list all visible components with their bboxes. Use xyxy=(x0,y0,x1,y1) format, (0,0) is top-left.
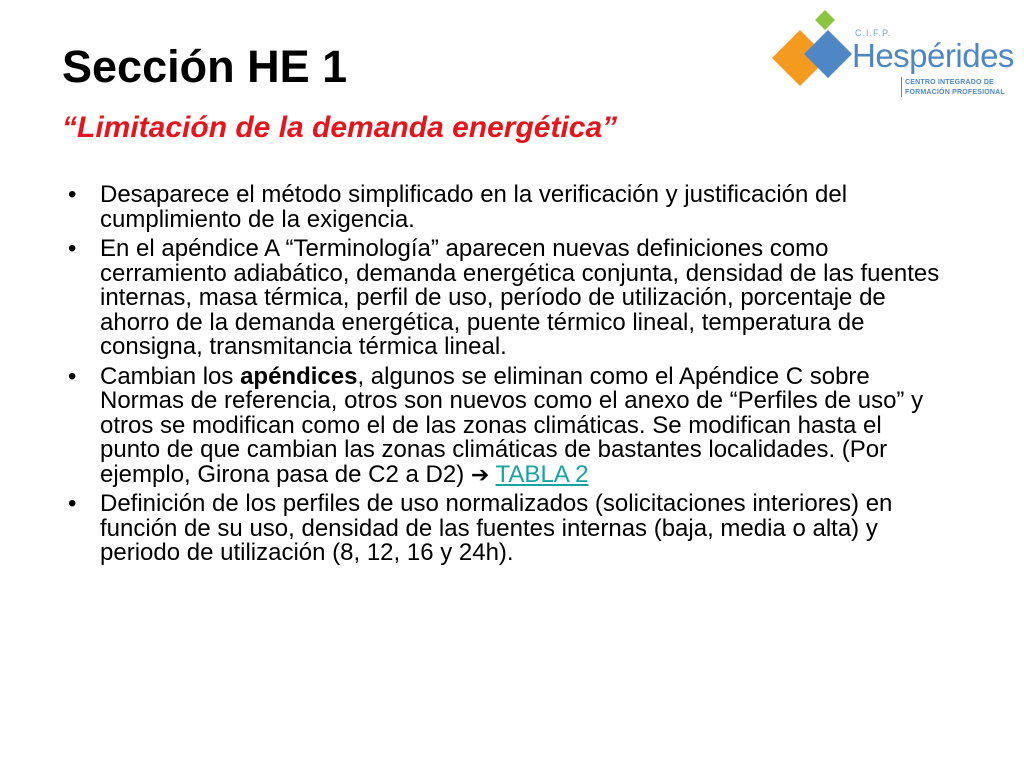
logo-cifp: C.I.F.P. xyxy=(855,28,892,38)
bullet-text-bold: apéndices xyxy=(240,362,358,390)
logo-divider xyxy=(901,77,902,97)
bullet-marker: • xyxy=(68,362,77,390)
bullet-item xyxy=(68,492,948,566)
bullet-marker: • xyxy=(68,181,77,208)
slide-subtitle: “Limitación de la demanda energética” xyxy=(62,111,618,144)
bullet-text-post: , algunos se eliminan como el Apéndice C sobre Normas de referencia, otros son nuevos como el anexo de “Perfiles de uso” y otros se modifican como el de las zonas climáticas. Se modifican hasta el punto de que cambian las zonas climáticas de bastantes localidades. (Por ejemplo, Girona pasa de C2 a D2) xyxy=(100,362,924,488)
slide-title: Sección HE 1 xyxy=(62,41,348,92)
bullet-marker: • xyxy=(68,235,77,262)
bullet-marker: • xyxy=(68,490,77,517)
hesperides-logo xyxy=(768,8,1014,104)
logo-tagline-2: FORMACIÓN PROFESIONAL xyxy=(905,89,1005,96)
arrow-right-icon: ➔ xyxy=(470,461,490,487)
bullet-text: Desaparece el método simplificado en la verificación y justificación del cumplimiento de la exigencia. xyxy=(100,181,848,233)
bullet-text: En el apéndice A “Terminología” aparecen nuevas definiciones como cerramiento adiabático, demanda energética conjunta, densidad de las fuentes internas, masa térmica, perfil de uso, período de utilización, porcentaje de ahorro de la demanda energética, puente térmico lineal, temperatura de consigna, transmitancia térmica lineal. xyxy=(100,235,940,360)
bullet-item xyxy=(68,362,948,488)
logo-name: Hespérides xyxy=(852,37,1014,74)
bullet-list xyxy=(68,183,948,571)
logo-tagline-1: CENTRO INTEGRADO DE xyxy=(905,79,994,86)
logo-diamonds-icon xyxy=(768,8,858,104)
bullet-item xyxy=(68,237,948,360)
bullet-item xyxy=(68,183,948,232)
bullet-text: Definición de los perfiles de uso normalizados (solicitaciones interiores) en función de su uso, densidad de las fuentes internas (baja, media o alta) y periodo de utilización (8, 12, 16 y 24h). xyxy=(100,490,893,566)
bullet-text-pre: Cambian los xyxy=(100,362,241,390)
tabla-2-link[interactable]: TABLA 2 xyxy=(495,460,589,488)
